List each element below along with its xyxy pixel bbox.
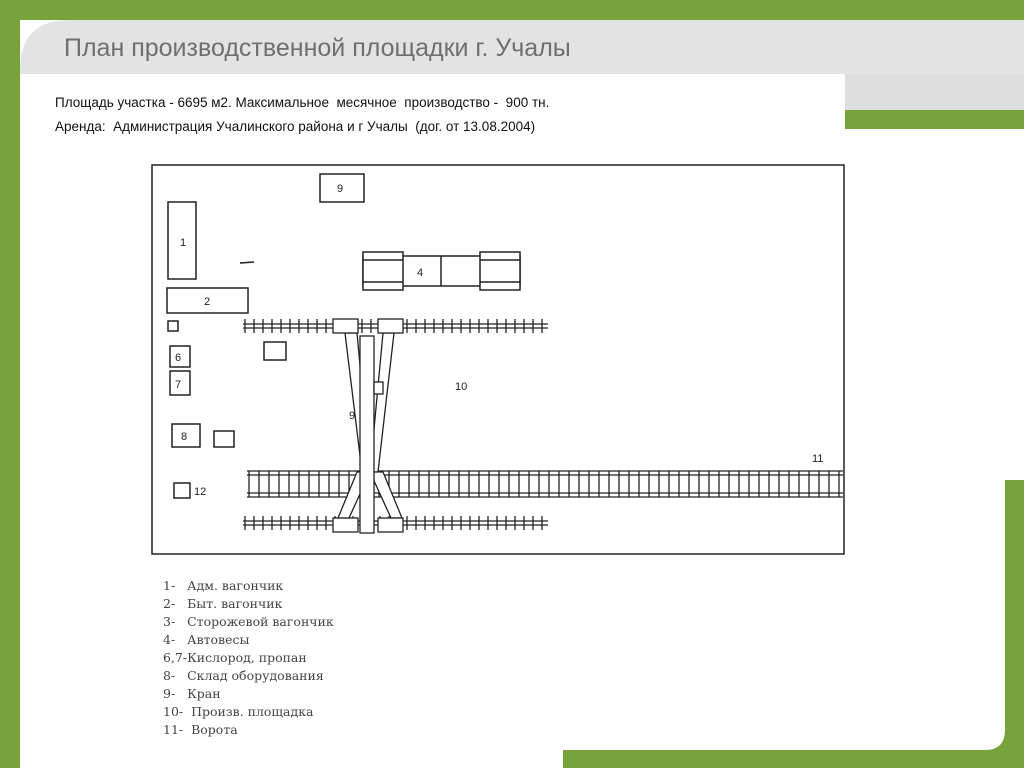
label-crane-9: 9 (349, 410, 356, 422)
small-box (168, 321, 178, 331)
label-10: 10 (455, 381, 468, 393)
building-12 (174, 483, 190, 498)
building-3 (264, 342, 286, 360)
legend-item: 3- Сторожевой вагончик (163, 614, 334, 629)
legend-item: 2- Быт. вагончик (163, 596, 283, 611)
legend-item: 11- Ворота (163, 722, 238, 737)
label-8: 8 (181, 431, 188, 443)
label-12: 12 (194, 486, 207, 498)
legend-item: 1- Адм. вагончик (163, 578, 284, 593)
legend-item: 9- Кран (163, 686, 221, 701)
label-7: 7 (175, 379, 182, 391)
area-production-info: Площадь участка - 6695 м2. Максимальное месячное производство - 900 тн. (55, 95, 550, 110)
slide-title: План производственной площадки г. Учалы (64, 34, 571, 62)
legend (163, 577, 334, 739)
label-1: 1 (180, 237, 187, 249)
small-box (214, 431, 234, 447)
truck-scales-4 (363, 252, 520, 290)
label-2: 2 (204, 296, 211, 308)
legend-item: 8- Склад оборудования (163, 668, 324, 683)
legend-item: 10- Произв. площадка (163, 704, 314, 719)
mark-line (240, 262, 254, 263)
site-boundary (152, 165, 844, 554)
legend-item: 6,7-Кислород, пропан (163, 650, 307, 665)
label-11: 11 (812, 453, 824, 465)
crane-9 (333, 319, 403, 533)
label-9: 9 (337, 183, 344, 195)
label-4: 4 (417, 267, 424, 279)
legend-item: 4- Автовесы (163, 632, 250, 647)
label-6: 6 (175, 352, 182, 364)
rail-track-main-gate-11 (247, 471, 843, 497)
lease-info: Аренда: Администрация Учалинского района и г Учалы (дог. от 13.08.2004) (55, 119, 536, 134)
